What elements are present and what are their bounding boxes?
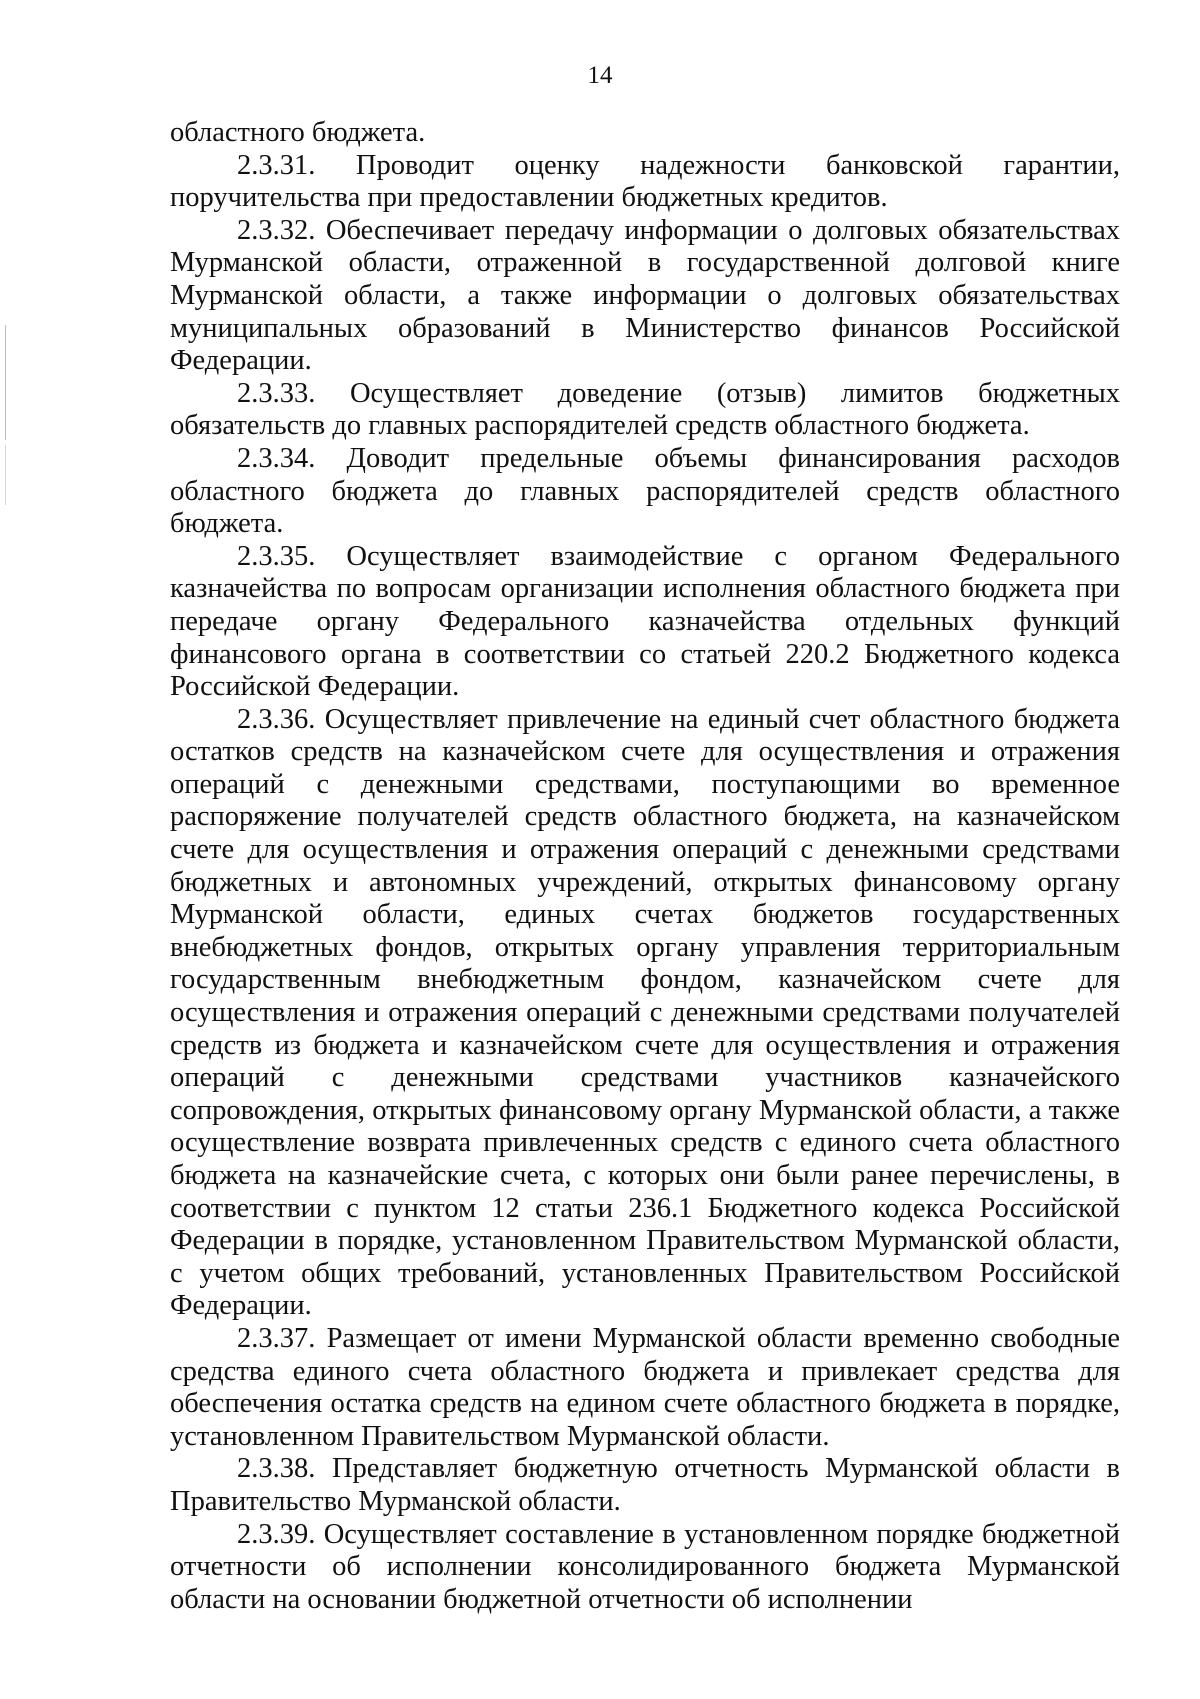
- paragraph-2-3-36: 2.3.36. Осуществляет привлечение на единый счет областного бюджета остатков средств на казначейском счете для осуществления и отражения операций с денежными средствами, поступающими во временное распоряжение получателей средств областного бюджета, на казначейском счете для осуществления и отражения операций с денежными средствами бюджетных и автономных учреждений, открытых финансовому органу Мурманской области, единых счетах бюджетов государственных внебюджетных фондов, открытых органу управления территориальным государственным внебюджетным фондом, казначейском счете для осуществления и отражения операций с денежными средствами получателей средств из бюджета и казначейском счете для осуществления и отражения операций с денежными средствами участников казначейского сопровождения, открытых финансовому органу Мурманской области, а также осуществление возврата привлеченных средств с единого счета областного бюджета на казначейские счета, с которых они были ранее перечислены, в соответствии с пунктом 12 статьи 236.1 Бюджетного кодекса Российской Федерации в порядке, установленном Правительством Мурманской области, с учетом общих требований, установленных Правительством Российской Федерации.: [170, 703, 1120, 1322]
- paragraph-2-3-38: 2.3.38. Представляет бюджетную отчетность Мурманской области в Правительство Мурманской области.: [170, 1453, 1120, 1517]
- paragraph-2-3-33: 2.3.33. Осуществляет доведение (отзыв) лимитов бюджетных обязательств до главных распорядителей средств областного бюджета.: [170, 377, 1120, 442]
- paragraph-2-3-31: 2.3.31. Проводит оценку надежности банковской гарантии, поручительства при предоставлении бюджетных кредитов.: [170, 149, 1120, 214]
- document-body: [170, 117, 1120, 1616]
- paragraph-2-3-35: 2.3.35. Осуществляет взаимодействие с органом Федерального казначейства по вопросам организации исполнения областного бюджета при передаче органу Федерального казначейства отдельных функций финансового органа в соответствии со статьей 220.2 Бюджетного кодекса Российской Федерации.: [170, 540, 1120, 703]
- continued-text: областного бюджета.: [170, 117, 426, 148]
- page-number: 14: [587, 62, 613, 89]
- paragraph-2-3-34: 2.3.34. Доводит предельные объемы финансирования расходов областного бюджета до главных распорядителей средств областного бюджета.: [170, 442, 1120, 540]
- paragraph-2-3-37: 2.3.37. Размещает от имени Мурманской области временно свободные средства единого счета областного бюджета и привлекает средства для обеспечения остатка средств на едином счете областного бюджета в порядке, установленном Правительством Мурманской области.: [170, 1322, 1120, 1452]
- scan-edge-mark: [5, 445, 6, 505]
- paragraph-2-3-32: 2.3.32. Обеспечивает передачу информации о долговых обязательствах Мурманской области, отраженной в государственной долговой книге Мурманской области, а также информации о долговых обязательствах муниципальных образований в Министерство финансов Российской Федерации.: [170, 214, 1120, 377]
- scan-edge-mark: [5, 325, 6, 440]
- paragraph-2-3-39: 2.3.39. Осуществляет составление в установленном порядке бюджетной отчетности об исполнении консолидированного бюджета Мурманской области на основании бюджетной отчетности об исполнении: [170, 1518, 1120, 1615]
